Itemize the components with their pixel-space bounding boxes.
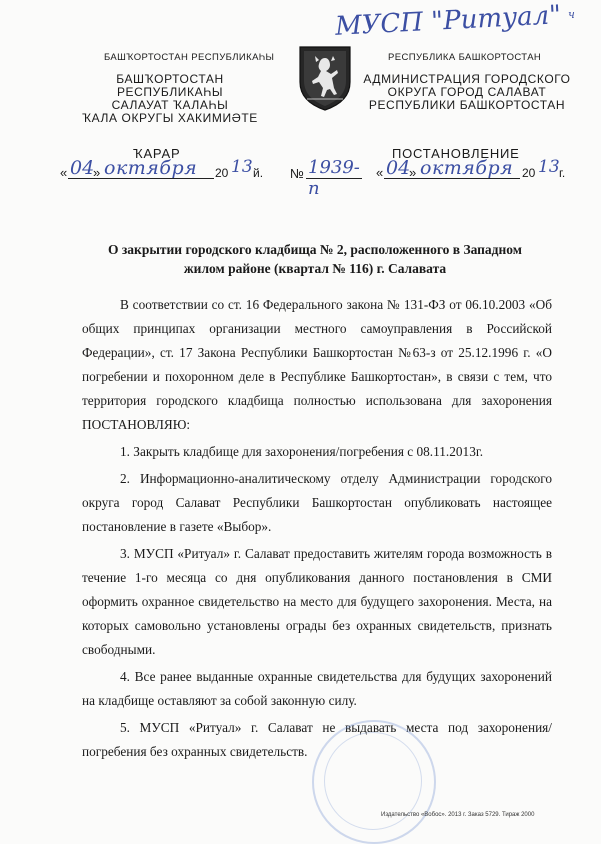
paragraph-preamble: В соответствии со ст. 16 Федерального закона № 131-ФЗ от 06.10.2003 «Об общих принципах организации местного самоуправления в Российской Федерации», ст. 17 Закона Республики Башкортостан №63-з от 25.12.1996 г. «О погребении и похоронном деле в Республике Башкортостан», в связи с тем, что территория городского кладбища полностью использована для захоронения ПОСТАНОВЛЯЮ: <box>82 297 552 432</box>
handwritten-mark: ч <box>568 8 575 21</box>
date-month: октября <box>420 157 514 179</box>
underline <box>384 178 520 179</box>
document-body <box>82 293 552 764</box>
handwritten-note: МУСП "Ритуал" <box>334 0 562 42</box>
paragraph-item-3: 3. МУСП «Ритуал» г. Салават предоставить жителям города возможность в течение 1-го месяца со дня опубликования данного постановления в СМИ оформить охранное свидетельство на место для будущего захоронения. Места, на которых самовольно установлены ограды без охранных свидетельств, признать свободными. <box>82 546 552 657</box>
quote-open: « <box>376 165 384 180</box>
date-month: октября <box>104 157 198 179</box>
underline <box>68 178 214 179</box>
dateline-left <box>60 158 270 184</box>
document-title <box>70 240 560 278</box>
header-left-block <box>70 73 270 125</box>
year-handwritten: 13 <box>231 157 253 177</box>
header-left-small: БАШҠОРТОСТАН РЕСПУБЛИКАҺЫ <box>104 52 275 63</box>
year-suffix: й. <box>253 166 264 180</box>
doc-type-left: ҠАРАР <box>133 146 181 161</box>
paragraph-item-2: 2. Информационно-аналитическому отделу Администрации городского округа город Салават Республики Башкортостан опубликовать настоящее постановление в газете «Выбор». <box>82 471 552 534</box>
header-right-small: РЕСПУБЛИКА БАШКОРТОСТАН <box>388 52 542 63</box>
header-right-block <box>362 73 572 112</box>
header-right-line: ОКРУГА ГОРОД САЛАВАТ <box>387 85 547 99</box>
header-right-line: АДМИНИСТРАЦИЯ ГОРОДСКОГО <box>363 72 571 86</box>
year-suffix: г. <box>559 166 566 180</box>
quote-close: » <box>409 165 417 180</box>
number-label: № <box>290 166 304 181</box>
date-day: 04 <box>386 157 411 179</box>
paragraph-item-1: 1. Закрыть кладбище для захоронения/погребения с 08.11.2013г. <box>120 444 484 459</box>
dateline-right <box>376 158 576 184</box>
document-number <box>290 157 370 199</box>
print-footer: Издательство «Вобос». 2013 г. Заказ 5729. Тираж 2000 <box>381 812 535 818</box>
header-left-line: БАШҠОРТОСТАН РЕСПУБЛИКАҺЫ <box>116 72 224 99</box>
underline <box>306 178 362 179</box>
quote-open: « <box>60 165 68 180</box>
coat-of-arms-icon <box>297 44 353 117</box>
header-left-line: САЛАУАТ ҠАЛАҺЫ <box>111 98 229 112</box>
header-right-line: РЕСПУБЛИКИ БАШКОРТОСТАН <box>368 98 566 112</box>
header-left-line: ҠАЛА ОКРУГЫ ХАКИМИӘТЕ <box>82 111 258 125</box>
year-prefix: 20 <box>215 166 229 180</box>
title-line: жилом районе (квартал № 116) г. Салавата <box>183 261 447 276</box>
paragraph-item-5: 5. МУСП «Ритуал» г. Салават не выдавать места под захоронения/погребения без охранных свидетельств. <box>82 720 552 759</box>
doc-type-right: ПОСТАНОВЛЕНИЕ <box>392 146 520 161</box>
year-handwritten: 13 <box>538 157 560 177</box>
date-day: 04 <box>70 157 95 179</box>
year-prefix: 20 <box>522 166 536 180</box>
number-value: 1939-п <box>308 157 360 199</box>
title-line: О закрытии городского кладбища № 2, расположенного в Западном <box>108 242 522 257</box>
quote-close: » <box>93 165 101 180</box>
paragraph-item-4: 4. Все ранее выданные охранные свидетельства для будущих захоронений на кладбище оставляют за собой законную силу. <box>82 669 552 708</box>
